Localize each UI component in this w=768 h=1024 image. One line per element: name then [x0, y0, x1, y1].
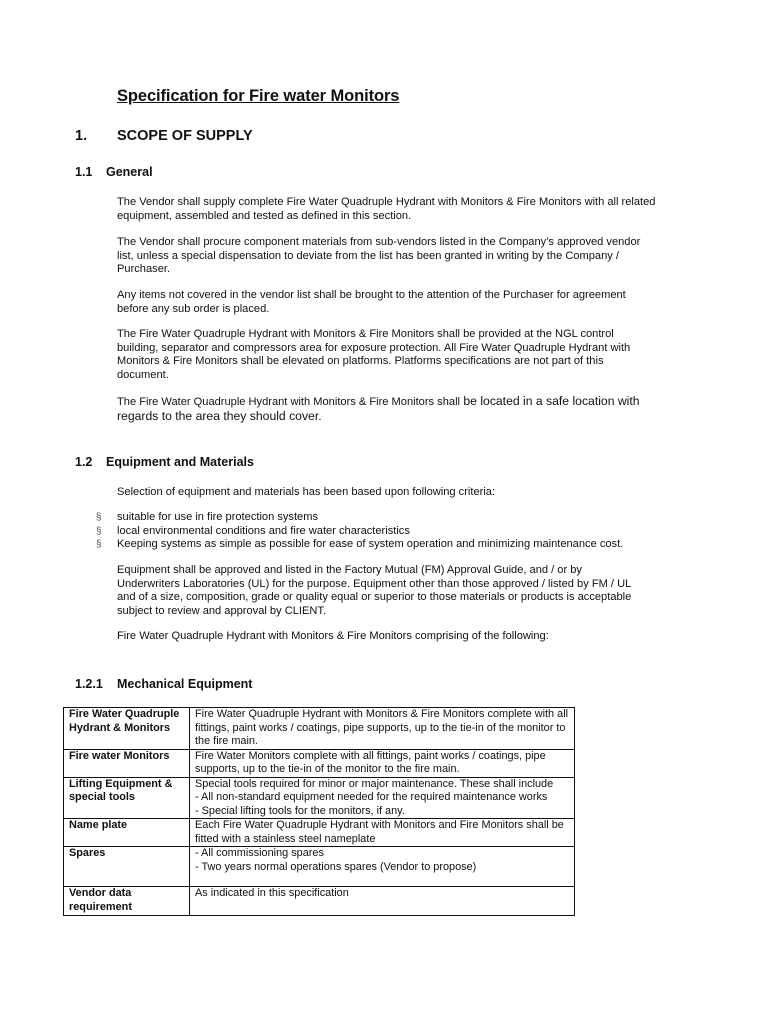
description-line: Fire Water Quadruple Hydrant with Monitors & Fire Monitors complete with all fittings, paint works / coatings, pipe supports, up to the tie-in of the monitor to the fire main. — [195, 708, 569, 747]
document-title: Specification for Fire water Monitors — [117, 87, 400, 105]
description-line: Each Fire Water Quadruple Hydrant with Monitors and Fire Monitors shall be fitted with a stainless steel nameplate — [195, 819, 564, 845]
general-paragraph-3: Any items not covered in the vendor list shall be brought to the attention of the Purchaser for agreement before any sub order is placed. — [117, 289, 626, 315]
comprising-paragraph: Fire Water Quadruple Hydrant with Monitors & Fire Monitors comprising of the following: — [117, 630, 549, 642]
list-item-text: local environmental conditions and fire water characteristics — [117, 524, 410, 537]
section-1-title: SCOPE OF SUPPLY — [117, 128, 253, 144]
row-description — [190, 749, 575, 777]
general-paragraph-1: The Vendor shall supply complete Fire Water Quadruple Hydrant with Monitors & Fire Monitors with all related equipment, assembled and tested as defined in this section. — [117, 196, 656, 222]
section-1-2-number: 1.2 — [75, 455, 93, 469]
description-line: - Special lifting tools for the monitors, if any. — [195, 804, 405, 817]
list-item — [96, 511, 623, 525]
general-paragraph-2: The Vendor shall procure component materials from sub-vendors listed in the Company’s approved vendor list, unless a special dispensation to deviate from the list has been granted in writing by the Company / Purchaser. — [117, 236, 641, 276]
general-paragraph-5-part-a: The Fire Water Quadruple Hydrant with Monitors & Fire Monitors shall — [117, 396, 460, 408]
table-row — [64, 708, 575, 750]
row-label: Spares — [64, 847, 190, 887]
description-line: Special tools required for minor or major maintenance. These shall include — [195, 777, 554, 790]
row-label: Vendor data requirement — [64, 887, 190, 916]
table-row — [64, 777, 575, 819]
row-description — [190, 819, 575, 847]
description-line: - Two years normal operations spares (Vendor to propose) — [195, 860, 477, 873]
criteria-list — [96, 511, 623, 552]
row-label: Fire Water Quadruple Hydrant & Monitors — [64, 708, 190, 750]
row-label: Lifting Equipment & special tools — [64, 777, 190, 819]
section-1-2-1-number: 1.2.1 — [75, 677, 103, 691]
approval-paragraph: Equipment shall be approved and listed in the Factory Mutual (FM) Approval Guide, and / or by Underwriters Laboratories (UL) for the purpose. Equipment other than those approved / listed by FM / UL and of a size, composition, grade or quality equal or superior to those materials or products is acceptable subject to review and approval by CLIENT. — [117, 564, 632, 617]
list-item-text: Keeping systems as simple as possible for ease of system operation and minimizing maintenance cost. — [117, 538, 624, 551]
row-label: Name plate — [64, 819, 190, 847]
section-1-2-title: Equipment and Materials — [106, 455, 254, 469]
description-line: - All commissioning spares — [195, 847, 324, 859]
row-description — [190, 887, 575, 916]
row-description — [190, 847, 575, 887]
table-row — [64, 847, 575, 887]
general-paragraph-5 — [117, 395, 657, 424]
bullet-icon: § — [96, 512, 102, 523]
section-1-number: 1. — [75, 128, 88, 144]
section-1-1-number: 1.1 — [75, 165, 93, 179]
bullet-icon: § — [96, 539, 102, 551]
description-line: As indicated in this specification — [195, 887, 349, 899]
general-paragraph-5-part-b: be located in a safe location with regards to the area they should cover. — [117, 394, 640, 423]
general-paragraph-4: The Fire Water Quadruple Hydrant with Monitors & Fire Monitors shall be provided at the NGL control building, separator and compressors area for exposure protection. All Fire Water Quadruple Hydrant with Monitors & Fire Monitors shall be elevated on platforms. Platforms specifications are not part of this document. — [117, 328, 631, 381]
description-line: Fire Water Monitors complete with all fittings, paint works / coatings, pipe supports, up to the tie-in of the monitor to the fire main. — [195, 749, 546, 775]
description-line: - All non-standard equipment needed for the required maintenance works — [195, 791, 548, 803]
list-item-text: suitable for use in fire protection systems — [117, 511, 319, 523]
mechanical-equipment-table — [63, 707, 575, 916]
section-1-1-title: General — [106, 165, 153, 179]
section-1-2-1-title: Mechanical Equipment — [117, 677, 253, 691]
row-description — [190, 708, 575, 750]
list-item — [96, 525, 623, 539]
table-row — [64, 887, 575, 916]
equipment-intro: Selection of equipment and materials has been based upon following criteria: — [117, 486, 496, 498]
list-item — [96, 538, 623, 552]
row-description — [190, 777, 575, 819]
row-label: Fire water Monitors — [64, 749, 190, 777]
table-row — [64, 819, 575, 847]
table-row — [64, 749, 575, 777]
bullet-icon: § — [96, 525, 102, 537]
